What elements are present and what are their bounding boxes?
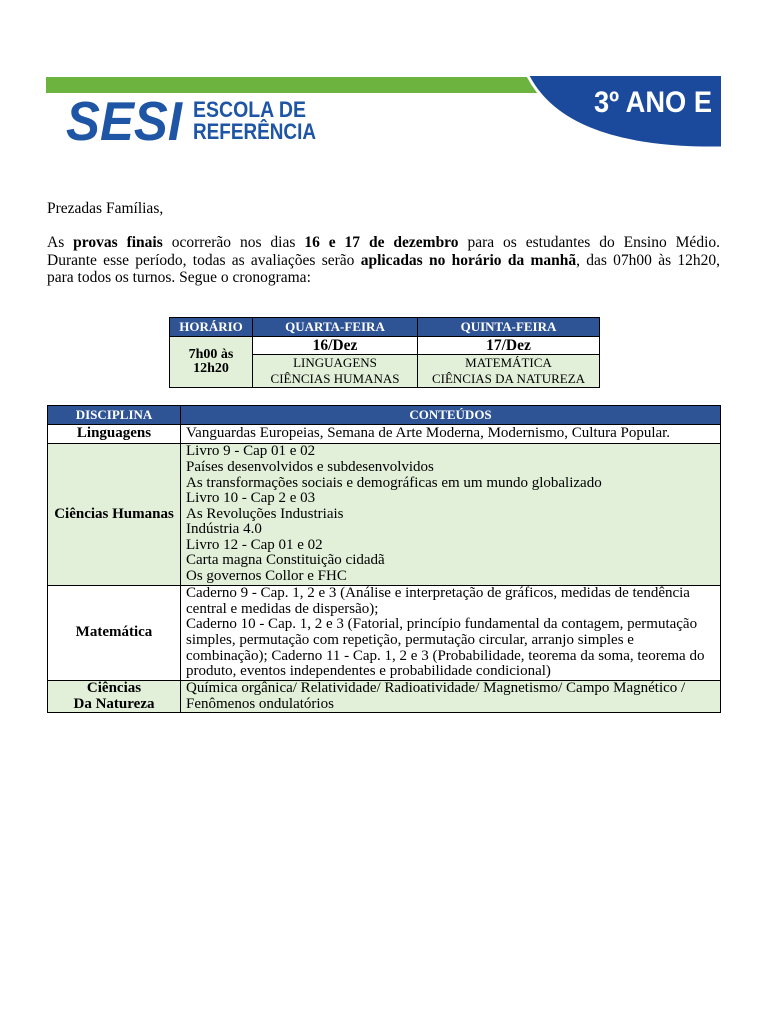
sesi-logo-text: SESI xyxy=(66,90,184,149)
schedule-date-wednesday: 16/Dez xyxy=(253,337,418,355)
topic-line: Caderno 10 - Cap. 1, 2 e 3 (Fatorial, princípio fundamental da contagem, permutação xyxy=(186,616,698,633)
intro-bold-text: aplicadas no horário da manhã xyxy=(360,251,577,269)
topic-line: produto, eventos independentes e probabilidade condicional) xyxy=(186,663,551,680)
topic-line: Carta magna Constituição cidadã xyxy=(186,552,385,569)
intro-bold-text: provas finais xyxy=(73,234,163,251)
subject-label: Matemática xyxy=(75,624,153,641)
intro-paragraph xyxy=(47,234,720,287)
subject-label: Ciências xyxy=(86,681,142,696)
topic-line: central e medidas de dispersão); xyxy=(186,600,379,617)
schedule-time-text xyxy=(189,348,234,377)
topic-line: Países desenvolvidos e subdesenvolvidos xyxy=(186,458,434,475)
schedule-subjects-wednesday xyxy=(253,355,418,388)
intro-text: , das 07h00 às 12h20, xyxy=(576,251,720,269)
schedule-subject: CIÊNCIAS DA NATUREZA xyxy=(431,371,586,386)
topic-line: Indústria 4.0 xyxy=(186,521,262,538)
schedule-subject: MATEMÁTICA xyxy=(465,355,552,370)
subject-cell-ciencias-natureza xyxy=(48,681,181,713)
intro-line-3 xyxy=(47,269,720,287)
letterhead-banner xyxy=(46,76,721,149)
topic-line: Caderno 9 - Cap. 1, 2 e 3 (Análise e interpretação de gráficos, medidas de tendência xyxy=(186,586,690,602)
contents-header-topics: CONTEÚDOS xyxy=(181,406,721,425)
school-name-line1: ESCOLA DE xyxy=(193,97,306,122)
letterhead-graphic xyxy=(46,76,721,149)
schedule-time-line: 12h20 xyxy=(193,361,229,376)
contents-header-subject: DISCIPLINA xyxy=(48,406,181,425)
topic-line: combinação); Caderno 11 - Cap. 1, 2 e 3 (Probabilidade, teorema da soma, teorema do xyxy=(186,647,705,664)
topic-line: Vanguardas Europeias, Semana de Arte Moderna, Modernismo, Cultura Popular. xyxy=(186,425,671,442)
schedule-table xyxy=(169,317,600,388)
schedule-header-wednesday: QUARTA-FEIRA xyxy=(253,318,418,337)
schedule-date-thursday: 17/Dez xyxy=(418,337,600,355)
intro-bold-text: 16 e 17 de dezembro xyxy=(304,234,459,251)
schedule-subjects-thursday xyxy=(418,355,600,388)
contents-table xyxy=(47,405,721,713)
topic-line: Livro 9 - Cap 01 e 02 xyxy=(186,444,316,460)
intro-text: para todos os turnos. Segue o cronograma: xyxy=(47,269,311,287)
greeting: Prezadas Famílias, xyxy=(47,200,164,217)
schedule-subject: LINGUAGENS xyxy=(293,355,377,370)
subject-cell-ciencias-humanas xyxy=(48,444,181,586)
topics-cell-ciencias-natureza xyxy=(181,681,721,713)
topic-line: Os governos Collor e FHC xyxy=(186,568,347,585)
subject-cell-linguagens xyxy=(48,425,181,444)
schedule-header-time: HORÁRIO xyxy=(170,318,253,337)
intro-text: Durante esse período, todas as avaliações serão xyxy=(47,251,361,269)
subject-label: Linguagens xyxy=(76,425,152,442)
class-label: 3º ANO E xyxy=(594,86,712,119)
schedule-time-cell xyxy=(170,337,253,388)
topic-line: Fenômenos ondulatórios xyxy=(186,695,334,712)
schedule-time-line: 7h00 às xyxy=(188,346,234,362)
intro-text: As xyxy=(47,234,74,251)
intro-text: ocorrerão nos dias xyxy=(162,234,305,251)
topics-cell-ciencias-humanas xyxy=(181,444,721,586)
intro-line-1 xyxy=(47,234,720,252)
intro-line-2 xyxy=(47,252,720,270)
schedule-subject: CIÊNCIAS HUMANAS xyxy=(270,371,400,386)
subject-label: Da Natureza xyxy=(73,695,155,712)
subject-label: Ciências Humanas xyxy=(54,505,174,522)
topic-line: As Revoluções Industriais xyxy=(186,505,344,522)
topic-line: Química orgânica/ Relatividade/ Radioatividade/ Magnetismo/ Campo Magnético / xyxy=(186,681,686,696)
subject-cell-matematica xyxy=(48,586,181,681)
topic-line: simples, permutação com repetição, permutação circular, arranjo simples e xyxy=(186,632,634,648)
topics-cell-linguagens xyxy=(181,425,721,444)
topic-line: As transformações sociais e demográficas em um mundo globalizado xyxy=(186,474,602,491)
schedule-header-thursday: QUINTA-FEIRA xyxy=(418,318,600,337)
topic-line: Livro 10 - Cap 2 e 03 xyxy=(186,490,316,507)
intro-text: para os estudantes do Ensino Médio. xyxy=(458,234,720,251)
topic-line: Livro 12 - Cap 01 e 02 xyxy=(186,536,323,553)
topics-cell-matematica xyxy=(181,586,721,681)
school-name-line2: REFERÊNCIA xyxy=(193,119,317,144)
